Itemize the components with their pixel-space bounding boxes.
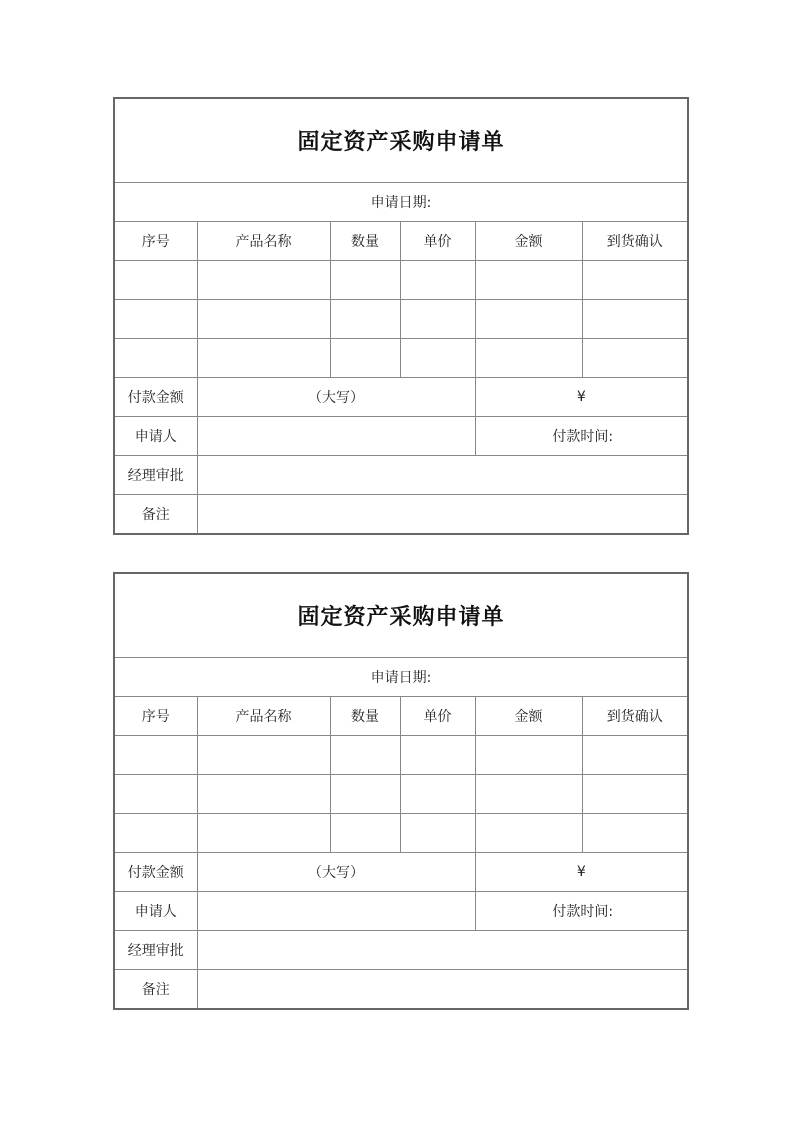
payment-amount-daxie-field[interactable]: （大写）: [197, 853, 475, 892]
purchase-request-form: [113, 97, 689, 535]
product-name-cell[interactable]: [197, 300, 330, 339]
applicant-field[interactable]: [197, 892, 475, 931]
product-name-cell[interactable]: [197, 736, 330, 775]
amount-cell[interactable]: [475, 261, 582, 300]
table-row: [114, 775, 688, 814]
payment-amount-label: 付款金额: [114, 853, 197, 892]
manager-approval-field[interactable]: [197, 456, 688, 495]
column-header-arrival-confirm: 到货确认: [582, 697, 688, 736]
column-header-serial: 序号: [114, 222, 197, 261]
arrival-confirm-cell[interactable]: [582, 261, 688, 300]
quantity-cell[interactable]: [330, 261, 400, 300]
column-header-product-name: 产品名称: [197, 222, 330, 261]
manager-approval-label: 经理审批: [114, 456, 197, 495]
product-name-cell[interactable]: [197, 339, 330, 378]
quantity-cell[interactable]: [330, 339, 400, 378]
product-name-cell[interactable]: [197, 261, 330, 300]
manager-approval-label: 经理审批: [114, 931, 197, 970]
amount-cell[interactable]: [475, 339, 582, 378]
column-header-amount: 金额: [475, 697, 582, 736]
column-header-unit-price: 单价: [400, 222, 475, 261]
unit-price-cell[interactable]: [400, 261, 475, 300]
serial-cell[interactable]: [114, 300, 197, 339]
quantity-cell[interactable]: [330, 736, 400, 775]
payment-amount-daxie-field[interactable]: （大写）: [197, 378, 475, 417]
serial-cell[interactable]: [114, 775, 197, 814]
manager-approval-field[interactable]: [197, 931, 688, 970]
arrival-confirm-cell[interactable]: [582, 775, 688, 814]
serial-cell[interactable]: [114, 814, 197, 853]
column-header-serial: 序号: [114, 697, 197, 736]
unit-price-cell[interactable]: [400, 300, 475, 339]
quantity-cell[interactable]: [330, 300, 400, 339]
column-header-product-name: 产品名称: [197, 697, 330, 736]
serial-cell[interactable]: [114, 261, 197, 300]
application-date-field[interactable]: 申请日期:: [114, 658, 688, 697]
amount-cell[interactable]: [475, 736, 582, 775]
table-header-row: [114, 697, 688, 736]
payment-amount-yen-field[interactable]: ¥: [475, 853, 688, 892]
column-header-amount: 金额: [475, 222, 582, 261]
payment-time-field[interactable]: 付款时间:: [475, 892, 688, 931]
table-row: [114, 339, 688, 378]
unit-price-cell[interactable]: [400, 736, 475, 775]
arrival-confirm-cell[interactable]: [582, 814, 688, 853]
payment-amount-yen-field[interactable]: ¥: [475, 378, 688, 417]
payment-amount-label: 付款金额: [114, 378, 197, 417]
unit-price-cell[interactable]: [400, 339, 475, 378]
applicant-label: 申请人: [114, 892, 197, 931]
column-header-unit-price: 单价: [400, 697, 475, 736]
arrival-confirm-cell[interactable]: [582, 736, 688, 775]
serial-cell[interactable]: [114, 736, 197, 775]
column-header-quantity: 数量: [330, 222, 400, 261]
table-header-row: [114, 222, 688, 261]
purchase-request-form: [113, 572, 689, 1010]
applicant-label: 申请人: [114, 417, 197, 456]
unit-price-cell[interactable]: [400, 775, 475, 814]
notes-field[interactable]: [197, 970, 688, 1010]
form-title: 固定资产采购申请单: [114, 573, 688, 658]
column-header-arrival-confirm: 到货确认: [582, 222, 688, 261]
applicant-field[interactable]: [197, 417, 475, 456]
quantity-cell[interactable]: [330, 775, 400, 814]
product-name-cell[interactable]: [197, 814, 330, 853]
notes-label: 备注: [114, 970, 197, 1010]
application-date-field[interactable]: 申请日期:: [114, 183, 688, 222]
serial-cell[interactable]: [114, 339, 197, 378]
product-name-cell[interactable]: [197, 775, 330, 814]
table-row: [114, 736, 688, 775]
table-row: [114, 814, 688, 853]
table-row: [114, 300, 688, 339]
arrival-confirm-cell[interactable]: [582, 300, 688, 339]
form-title: 固定资产采购申请单: [114, 98, 688, 183]
amount-cell[interactable]: [475, 775, 582, 814]
payment-time-field[interactable]: 付款时间:: [475, 417, 688, 456]
notes-label: 备注: [114, 495, 197, 535]
column-header-quantity: 数量: [330, 697, 400, 736]
arrival-confirm-cell[interactable]: [582, 339, 688, 378]
quantity-cell[interactable]: [330, 814, 400, 853]
unit-price-cell[interactable]: [400, 814, 475, 853]
amount-cell[interactable]: [475, 814, 582, 853]
table-row: [114, 261, 688, 300]
amount-cell[interactable]: [475, 300, 582, 339]
notes-field[interactable]: [197, 495, 688, 535]
